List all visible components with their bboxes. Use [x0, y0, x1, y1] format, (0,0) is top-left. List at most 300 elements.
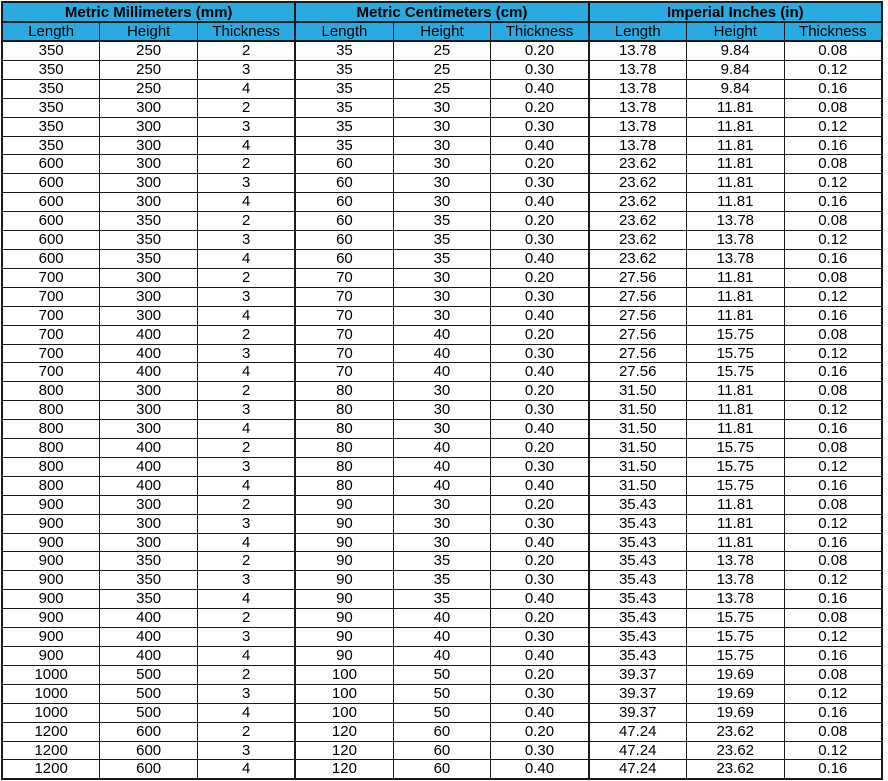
cell: 30: [393, 98, 491, 117]
cell: 40: [393, 363, 491, 382]
cell: 40: [393, 609, 491, 628]
cell: 11.81: [686, 174, 784, 193]
cell: 90: [295, 533, 393, 552]
table-row: [2, 533, 882, 552]
cell: 80: [295, 439, 393, 458]
cell: 1000: [2, 703, 100, 722]
cell: 90: [295, 514, 393, 533]
cell: 30: [393, 420, 491, 439]
cell: 0.16: [784, 136, 882, 155]
cell: 90: [295, 609, 393, 628]
cell: 0.30: [491, 117, 589, 136]
cell: 30: [393, 193, 491, 212]
cell: 0.16: [784, 193, 882, 212]
cell: 0.30: [491, 457, 589, 476]
cell: 0.16: [784, 249, 882, 268]
table-row: [2, 193, 882, 212]
cell: 3: [198, 60, 296, 79]
cell: 31.50: [589, 401, 687, 420]
cell: 0.08: [784, 722, 882, 741]
cell: 250: [100, 60, 198, 79]
cell: 0.08: [784, 439, 882, 458]
cell: 30: [393, 514, 491, 533]
cell: 0.40: [491, 363, 589, 382]
cell: 0.16: [784, 79, 882, 98]
cell: 27.56: [589, 287, 687, 306]
cell: 0.30: [491, 514, 589, 533]
cell: 27.56: [589, 344, 687, 363]
cell: 31.50: [589, 457, 687, 476]
cell: 600: [2, 174, 100, 193]
cell: 30: [393, 155, 491, 174]
cell: 300: [100, 174, 198, 193]
table-row: [2, 590, 882, 609]
group-header-metric-cm: Metric Centimeters (cm): [295, 2, 588, 22]
column-header-row: [2, 22, 882, 41]
cell: 40: [393, 476, 491, 495]
cell: 0.08: [784, 382, 882, 401]
cell: 0.40: [491, 476, 589, 495]
table-row: [2, 382, 882, 401]
cell: 90: [295, 628, 393, 647]
cell: 300: [100, 268, 198, 287]
cell: 3: [198, 457, 296, 476]
cell: 0.30: [491, 571, 589, 590]
cell: 23.62: [589, 155, 687, 174]
cell: 3: [198, 287, 296, 306]
cell: 13.78: [589, 41, 687, 60]
cell: 23.62: [686, 760, 784, 779]
cell: 2: [198, 382, 296, 401]
cell: 3: [198, 571, 296, 590]
cell: 3: [198, 401, 296, 420]
cell: 0.12: [784, 684, 882, 703]
cell: 35: [295, 117, 393, 136]
table-row: [2, 420, 882, 439]
cell: 4: [198, 647, 296, 666]
cell: 2: [198, 98, 296, 117]
cell: 1000: [2, 684, 100, 703]
table-row: [2, 741, 882, 760]
cell: 0.20: [491, 155, 589, 174]
cell: 47.24: [589, 722, 687, 741]
cell: 2: [198, 325, 296, 344]
cell: 900: [2, 590, 100, 609]
cell: 120: [295, 760, 393, 779]
cell: 0.16: [784, 590, 882, 609]
cell: 900: [2, 533, 100, 552]
cell: 31.50: [589, 382, 687, 401]
cell: 31.50: [589, 420, 687, 439]
cell: 30: [393, 287, 491, 306]
cell: 15.75: [686, 609, 784, 628]
cell: 3: [198, 117, 296, 136]
cell: 70: [295, 363, 393, 382]
cell: 800: [2, 476, 100, 495]
cell: 1200: [2, 760, 100, 779]
cell: 11.81: [686, 155, 784, 174]
cell: 400: [100, 628, 198, 647]
cell: 3: [198, 741, 296, 760]
cell: 30: [393, 533, 491, 552]
cell: 50: [393, 703, 491, 722]
cell: 19.69: [686, 703, 784, 722]
cell: 23.62: [686, 741, 784, 760]
cell: 600: [2, 212, 100, 231]
table-row: [2, 457, 882, 476]
cell: 3: [198, 514, 296, 533]
table-row: [2, 401, 882, 420]
cell: 0.12: [784, 401, 882, 420]
cell: 400: [100, 363, 198, 382]
cell: 90: [295, 647, 393, 666]
cell: 60: [393, 722, 491, 741]
column-header-mm-height: Height: [100, 22, 198, 41]
cell: 900: [2, 628, 100, 647]
table-row: [2, 665, 882, 684]
cell: 35.43: [589, 628, 687, 647]
column-header-in-height: Height: [686, 22, 784, 41]
cell: 90: [295, 552, 393, 571]
table-row: [2, 476, 882, 495]
cell: 600: [100, 722, 198, 741]
cell: 250: [100, 41, 198, 60]
cell: 35: [295, 79, 393, 98]
cell: 11.81: [686, 117, 784, 136]
cell: 39.37: [589, 703, 687, 722]
cell: 90: [295, 495, 393, 514]
cell: 300: [100, 306, 198, 325]
cell: 30: [393, 268, 491, 287]
cell: 700: [2, 287, 100, 306]
cell: 300: [100, 495, 198, 514]
cell: 400: [100, 439, 198, 458]
cell: 120: [295, 741, 393, 760]
cell: 80: [295, 420, 393, 439]
cell: 0.20: [491, 212, 589, 231]
cell: 600: [100, 741, 198, 760]
cell: 0.08: [784, 665, 882, 684]
cell: 0.20: [491, 495, 589, 514]
cell: 27.56: [589, 325, 687, 344]
cell: 800: [2, 439, 100, 458]
table-row: [2, 344, 882, 363]
cell: 70: [295, 344, 393, 363]
cell: 300: [100, 382, 198, 401]
cell: 120: [295, 722, 393, 741]
cell: 13.78: [686, 552, 784, 571]
cell: 50: [393, 665, 491, 684]
cell: 0.30: [491, 174, 589, 193]
cell: 0.16: [784, 306, 882, 325]
cell: 0.40: [491, 420, 589, 439]
cell: 1200: [2, 741, 100, 760]
cell: 700: [2, 344, 100, 363]
cell: 400: [100, 344, 198, 363]
cell: 300: [100, 193, 198, 212]
cell: 35: [393, 231, 491, 250]
cell: 900: [2, 495, 100, 514]
table-row: [2, 760, 882, 779]
table-row: [2, 514, 882, 533]
cell: 250: [100, 79, 198, 98]
table-row: [2, 41, 882, 60]
cell: 35: [393, 590, 491, 609]
cell: 47.24: [589, 760, 687, 779]
cell: 15.75: [686, 363, 784, 382]
cell: 300: [100, 420, 198, 439]
table-row: [2, 306, 882, 325]
cell: 13.78: [686, 212, 784, 231]
cell: 100: [295, 684, 393, 703]
cell: 0.12: [784, 117, 882, 136]
table-row: [2, 249, 882, 268]
cell: 350: [100, 249, 198, 268]
cell: 39.37: [589, 684, 687, 703]
cell: 11.81: [686, 306, 784, 325]
cell: 0.30: [491, 684, 589, 703]
cell: 23.62: [589, 231, 687, 250]
table-row: [2, 439, 882, 458]
cell: 40: [393, 647, 491, 666]
cell: 70: [295, 268, 393, 287]
cell: 0.12: [784, 174, 882, 193]
cell: 350: [2, 136, 100, 155]
cell: 70: [295, 325, 393, 344]
cell: 0.30: [491, 60, 589, 79]
cell: 35: [393, 571, 491, 590]
cell: 2: [198, 439, 296, 458]
cell: 23.62: [589, 174, 687, 193]
cell: 15.75: [686, 628, 784, 647]
cell: 600: [100, 760, 198, 779]
cell: 70: [295, 287, 393, 306]
conversion-table: [1, 1, 883, 780]
cell: 400: [100, 457, 198, 476]
cell: 30: [393, 136, 491, 155]
cell: 0.40: [491, 647, 589, 666]
cell: 11.81: [686, 495, 784, 514]
cell: 15.75: [686, 439, 784, 458]
cell: 0.08: [784, 212, 882, 231]
cell: 27.56: [589, 306, 687, 325]
cell: 0.40: [491, 533, 589, 552]
cell: 4: [198, 249, 296, 268]
cell: 300: [100, 533, 198, 552]
cell: 90: [295, 571, 393, 590]
cell: 13.78: [589, 136, 687, 155]
cell: 0.20: [491, 722, 589, 741]
cell: 0.08: [784, 495, 882, 514]
cell: 0.08: [784, 552, 882, 571]
cell: 600: [2, 193, 100, 212]
cell: 35: [393, 212, 491, 231]
cell: 30: [393, 117, 491, 136]
cell: 0.20: [491, 325, 589, 344]
cell: 0.40: [491, 703, 589, 722]
cell: 25: [393, 60, 491, 79]
cell: 100: [295, 703, 393, 722]
cell: 35: [295, 60, 393, 79]
cell: 30: [393, 382, 491, 401]
cell: 31.50: [589, 439, 687, 458]
cell: 3: [198, 684, 296, 703]
cell: 0.30: [491, 344, 589, 363]
cell: 500: [100, 665, 198, 684]
cell: 0.12: [784, 571, 882, 590]
cell: 80: [295, 382, 393, 401]
cell: 4: [198, 306, 296, 325]
cell: 0.12: [784, 628, 882, 647]
cell: 11.81: [686, 401, 784, 420]
cell: 80: [295, 457, 393, 476]
cell: 0.12: [784, 741, 882, 760]
cell: 0.12: [784, 344, 882, 363]
table-row: [2, 703, 882, 722]
cell: 11.81: [686, 98, 784, 117]
cell: 800: [2, 401, 100, 420]
cell: 60: [393, 741, 491, 760]
cell: 23.62: [589, 193, 687, 212]
cell: 40: [393, 457, 491, 476]
cell: 400: [100, 609, 198, 628]
cell: 350: [100, 231, 198, 250]
table-row: [2, 628, 882, 647]
cell: 80: [295, 476, 393, 495]
column-header-mm-length: Length: [2, 22, 100, 41]
cell: 0.12: [784, 231, 882, 250]
cell: 0.40: [491, 79, 589, 98]
cell: 35: [295, 41, 393, 60]
cell: 700: [2, 268, 100, 287]
cell: 80: [295, 401, 393, 420]
cell: 60: [295, 193, 393, 212]
cell: 35.43: [589, 571, 687, 590]
cell: 0.30: [491, 628, 589, 647]
cell: 900: [2, 552, 100, 571]
cell: 300: [100, 98, 198, 117]
cell: 30: [393, 174, 491, 193]
cell: 19.69: [686, 684, 784, 703]
cell: 0.20: [491, 439, 589, 458]
cell: 500: [100, 703, 198, 722]
cell: 31.50: [589, 476, 687, 495]
table-row: [2, 155, 882, 174]
cell: 35.43: [589, 609, 687, 628]
cell: 350: [2, 60, 100, 79]
cell: 800: [2, 382, 100, 401]
table-row: [2, 609, 882, 628]
cell: 0.20: [491, 41, 589, 60]
cell: 4: [198, 760, 296, 779]
cell: 60: [295, 231, 393, 250]
cell: 9.84: [686, 41, 784, 60]
column-header-cm-thickness: Thickness: [491, 22, 589, 41]
table-row: [2, 571, 882, 590]
table-body: [2, 41, 882, 779]
cell: 35.43: [589, 590, 687, 609]
cell: 4: [198, 136, 296, 155]
cell: 4: [198, 193, 296, 212]
cell: 60: [295, 174, 393, 193]
cell: 1000: [2, 665, 100, 684]
cell: 0.08: [784, 325, 882, 344]
cell: 0.40: [491, 760, 589, 779]
cell: 25: [393, 79, 491, 98]
cell: 0.08: [784, 268, 882, 287]
cell: 13.78: [589, 60, 687, 79]
cell: 40: [393, 325, 491, 344]
cell: 27.56: [589, 363, 687, 382]
cell: 35: [295, 136, 393, 155]
cell: 35.43: [589, 514, 687, 533]
cell: 60: [295, 155, 393, 174]
cell: 0.16: [784, 647, 882, 666]
column-header-mm-thickness: Thickness: [198, 22, 296, 41]
table-row: [2, 136, 882, 155]
cell: 400: [100, 325, 198, 344]
cell: 13.78: [589, 117, 687, 136]
cell: 0.30: [491, 741, 589, 760]
cell: 900: [2, 609, 100, 628]
table-row: [2, 268, 882, 287]
cell: 700: [2, 306, 100, 325]
cell: 13.78: [686, 231, 784, 250]
cell: 35: [295, 98, 393, 117]
cell: 300: [100, 514, 198, 533]
cell: 35: [393, 249, 491, 268]
cell: 2: [198, 665, 296, 684]
cell: 100: [295, 665, 393, 684]
table-row: [2, 647, 882, 666]
cell: 15.75: [686, 647, 784, 666]
cell: 19.69: [686, 665, 784, 684]
cell: 40: [393, 439, 491, 458]
cell: 0.20: [491, 268, 589, 287]
cell: 11.81: [686, 287, 784, 306]
table-row: [2, 79, 882, 98]
cell: 15.75: [686, 476, 784, 495]
cell: 23.62: [589, 212, 687, 231]
table-row: [2, 174, 882, 193]
cell: 35.43: [589, 552, 687, 571]
cell: 600: [2, 155, 100, 174]
cell: 0.40: [491, 193, 589, 212]
cell: 350: [2, 41, 100, 60]
cell: 30: [393, 401, 491, 420]
cell: 3: [198, 231, 296, 250]
cell: 0.16: [784, 363, 882, 382]
cell: 50: [393, 684, 491, 703]
table-row: [2, 684, 882, 703]
cell: 4: [198, 79, 296, 98]
cell: 70: [295, 306, 393, 325]
table-row: [2, 552, 882, 571]
cell: 40: [393, 344, 491, 363]
cell: 11.81: [686, 514, 784, 533]
cell: 4: [198, 533, 296, 552]
cell: 0.20: [491, 552, 589, 571]
cell: 4: [198, 420, 296, 439]
table-row: [2, 212, 882, 231]
cell: 90: [295, 590, 393, 609]
cell: 4: [198, 476, 296, 495]
cell: 0.16: [784, 476, 882, 495]
cell: 300: [100, 287, 198, 306]
cell: 11.81: [686, 136, 784, 155]
cell: 60: [393, 760, 491, 779]
cell: 3: [198, 628, 296, 647]
